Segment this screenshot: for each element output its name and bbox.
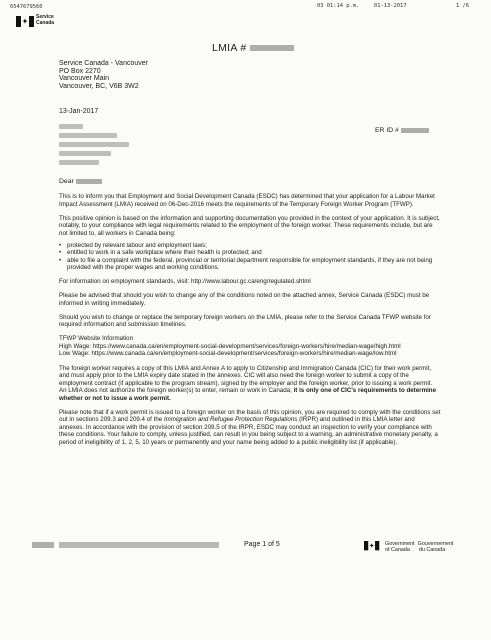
page-number: Page 1 of 5 <box>244 541 280 548</box>
paragraph: For information on employment standards, visit: http://www.labour.gc.ca/eng/regulated.shtml <box>59 277 311 285</box>
gov-en-1: Government <box>385 541 415 547</box>
list-item: • able to file a complaint with the federal, provincial or territorial department responsible for employment standards, if they are not being provided with the proper wages and working conditions. <box>59 257 441 272</box>
address-line: Vancouver, BC, V6B 3W2 <box>59 82 139 90</box>
paragraph <box>59 365 441 403</box>
fax-header <box>10 3 481 12</box>
salutation <box>59 178 102 185</box>
redacted-footer-id <box>32 542 54 548</box>
salutation-text: Dear <box>59 178 74 185</box>
address-line: PO Box 2270 <box>59 67 101 75</box>
government-of-canada-signature <box>364 541 453 553</box>
redacted-lmia-number <box>250 45 294 51</box>
letter-body <box>59 193 441 453</box>
fax-page: 1 /6 <box>456 3 469 9</box>
page-footer <box>16 541 475 561</box>
lmia-title <box>212 42 294 54</box>
paragraph: This is to inform you that Employment and Social Development Canada (ESDC) has determined that your application for a Labour Market Impact Assessment (LMIA) received on 06-Dec-2016 meets the requirements of the Temporary Foreign Worker Program (TFWP). <box>59 193 435 208</box>
list-item: • protected by relevant labour and employment laws; <box>59 242 441 250</box>
redacted-recipient-name <box>76 179 102 184</box>
paragraph-text: The foreign worker requires a copy of this LMIA and Annex A to apply to Citizenship and Immigration Canada (CIC) for their work permit, and must apply prior to the LMIA expiry date stated in the annexes. CIC will also need the foreign worker to submit a copy of the employment contract (if applicable to the program stream), signed by the employer and the foreign worker, prior to issuing a work permit. An LMIA does not authorize the foreign worker(s) to enter, remain or work in Canada; <box>59 364 433 395</box>
gov-fr-1: Gouvernement <box>417 541 454 547</box>
requirements-list <box>59 242 441 272</box>
logo-line-1: Service <box>36 14 54 20</box>
tfwp-website-info <box>59 335 441 358</box>
redacted-footer-text <box>59 542 219 548</box>
address-line: Service Canada - Vancouver <box>59 60 148 67</box>
er-id-label: ER ID # <box>375 127 399 134</box>
redacted-recipient-address <box>59 124 129 169</box>
redacted-er-id <box>401 128 429 133</box>
fax-time: 03 01:14 p.m. <box>317 3 360 9</box>
letter-date: 13-Jan-2017 <box>59 108 99 115</box>
paragraph: This positive opinion is based on the information and supporting documentation you provided in the context of your application. It is subject, notably, to your compliance with legal requirements related to the employment of the foreign worker. These requirements include, but are not limited to, all workers in Canada being: <box>59 214 440 237</box>
gov-fr-2: du Canada <box>418 547 446 553</box>
paragraph: Please be advised that should you wish to change any of the conditions noted on the attached annex, Service Canada (ESDC) must be informed in writing immediately. <box>59 292 430 307</box>
sender-address <box>59 60 148 90</box>
web-info-title: TFWP Website Information <box>59 335 134 343</box>
address-line: Vancouver Main <box>59 75 110 83</box>
paragraph-text: (IRPR) and outlined in this LMIA letter and annexes. In accordance with the provision of section 209.5 of the IRPR, ESDC may conduct an inspection to verify your compliance with these conditions. Your failure to comply, unless justified, can result in you being subject to a warning, an administrative monetary penalty, a period of ineligibility of 1, 2, 5, 10 years or permanently and your name being added to a public ineligibility list (if applicable). <box>59 416 438 446</box>
paragraph-emphasis: it is only one of CIC's requirements to determine whether or not to issue a work permit. <box>59 387 437 402</box>
service-canada-logo <box>16 14 54 27</box>
paragraph <box>59 409 441 447</box>
canada-flag-icon: ✦ <box>364 541 379 550</box>
gov-en-2: of Canada <box>385 547 410 553</box>
fax-date: 01-13-2017 <box>374 3 407 9</box>
high-wage-link: High Wage: https://www.canada.ca/en/employment-social-development/services/foreign-workers/hire/median-wage/high.html <box>59 342 401 350</box>
paragraph: Should you wish to change or replace the temporary foreign workers on the LMIA, please refer to the Service Canada TFWP website for required information and submission timelines. <box>59 313 431 329</box>
er-id <box>375 127 429 134</box>
list-item: • entitled to work in a safe workplace where their health is protected; and <box>59 249 441 257</box>
fax-id: 6547679560 <box>10 4 43 10</box>
regulation-title: Immigration and Refugee Protection Regulations <box>163 416 298 424</box>
low-wage-link: Low Wage: https://www.canada.ca/en/employment-social-development/services/foreign-workers/hire/median-wage/low.html <box>59 350 397 358</box>
paragraph-text: Please note that if a work permit is issued to a foreign worker on the basis of this opinion, you are required to comply with the conditions set out in sections 209.3 and 209.4 of the <box>59 408 441 424</box>
lmia-title-text: LMIA # <box>212 42 247 54</box>
logo-line-2: Canada <box>36 20 55 26</box>
canada-flag-icon: ✦ <box>16 16 34 27</box>
